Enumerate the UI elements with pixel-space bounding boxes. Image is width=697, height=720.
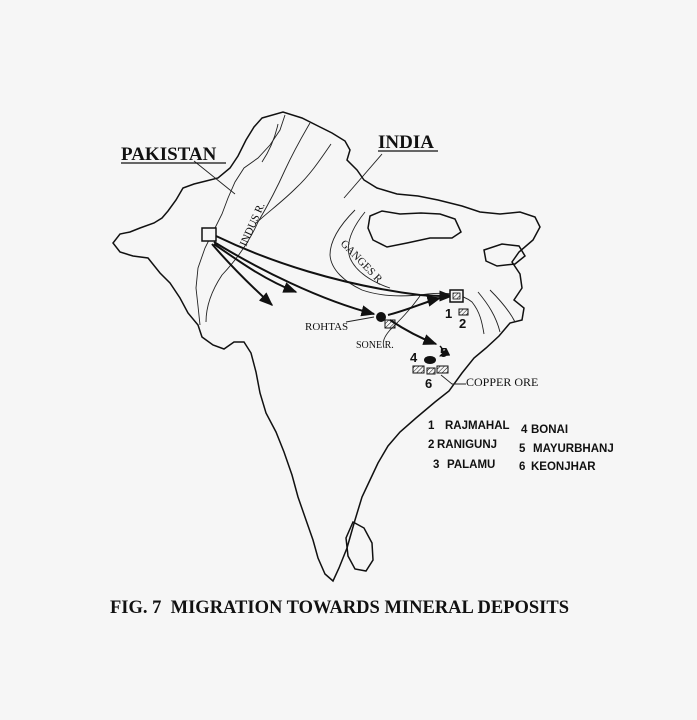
legend-num-4: 4 [521,424,528,436]
ganges-tributary-2 [478,292,500,332]
rajmahal-deposit-marker [453,293,460,299]
legend-name-4: BONAI [531,424,569,436]
bangladesh-outline [484,244,525,266]
copper-ore-leader-line [441,375,466,384]
legend-name-6: KEONJHAR [531,461,596,473]
legend-name-5: MAYURBHANJ [533,443,614,455]
bonai-deposit-marker [413,366,424,373]
legend-num-2: 2 [428,439,435,451]
site-number-1: 1 [445,306,453,321]
label-copper-ore: COPPER ORE [466,375,539,389]
bonai-site-dot [424,356,436,364]
site-number-2: 2 [459,316,467,331]
label-indus-river: INDUS R. [237,200,268,249]
migration-arrow-south-2 [214,244,296,292]
label-rohtas: ROHTAS [305,321,349,333]
legend-name-1: RAJMAHAL [445,420,510,432]
legend [428,420,614,473]
ganges-tributary-3 [490,290,515,322]
keonjhar-deposit-marker [427,368,435,374]
label-sone-river: SONE R. [356,340,394,351]
site-number-4: 4 [410,350,418,365]
figure-caption: FIG. 7 MIGRATION TOWARDS MINERAL DEPOSITS [110,598,569,618]
label-ganges-river: GANGES R. [337,237,387,288]
site-number-6: 6 [425,376,433,391]
origin-site-marker [202,228,216,241]
sri-lanka-outline [346,522,373,571]
legend-name-2: RANIGUNJ [437,439,498,451]
mayurbhanj-deposit-marker [437,366,448,373]
ranigunj-deposit-marker [459,309,468,315]
site-number-5: 5 [440,345,448,360]
legend-num-3: 3 [433,459,440,471]
migration-arrow-rohtas-to-rajmahal [388,298,440,315]
label-india: INDIA [378,132,434,153]
legend-num-1: 1 [428,420,435,432]
northeast-region-outline [368,211,461,247]
indus-tributary-2 [262,124,278,162]
pakistan-leader-line [194,161,235,194]
legend-name-3: PALAMU [447,459,496,471]
indus-tributary-1 [255,144,331,224]
subcontinent-outline [113,112,540,581]
rohtas-leader-line [346,317,374,322]
migration-arrow-south-1 [212,244,272,305]
india-leader-line [344,154,382,198]
legend-num-6: 6 [519,461,526,473]
migration-arrow-rohtas-to-mayurbhanj [390,320,436,344]
label-pakistan: PAKISTAN [121,144,217,165]
legend-num-5: 5 [519,443,526,455]
palamu-deposit-marker [385,320,395,328]
